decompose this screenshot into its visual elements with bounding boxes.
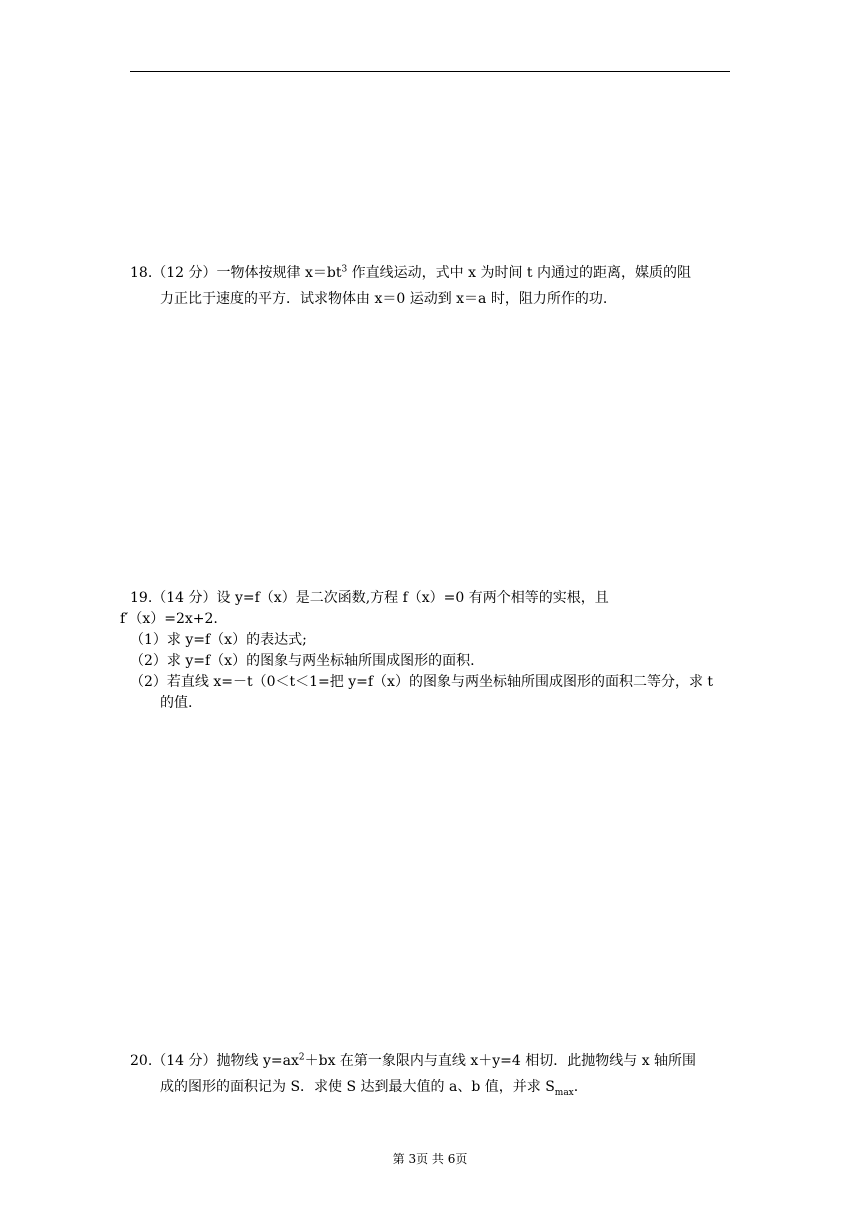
question-19-line-1: 19.（14 分）设 y=f（x）是二次函数,方程 f（x）=0 有两个相等的实根，且 [130, 590, 609, 606]
question-19-part-3-cont: 的值. [160, 695, 193, 711]
question-18-line-2: 力正比于速度的平方．试求物体由 x＝0 运动到 x＝a 时，阻力所作的功. [160, 291, 608, 307]
question-18 [130, 260, 750, 312]
question-19-part-3: （2）若直线 x=－t（0＜t＜1=把 y=f（x）的图象与两坐标轴所围成图形的面积二等分，求 t [130, 674, 714, 690]
question-19-line-2: f′（x）=2x+2. [120, 611, 218, 627]
page-footer: 第 3页 共 6页 [392, 1152, 468, 1166]
question-19 [120, 588, 750, 714]
question-20 [130, 1048, 750, 1100]
question-20-line-2: 成的图形的面积记为 S．求使 S 达到最大值的 a、b 值，并求 $S_{max}$. [160, 1079, 579, 1098]
question-20-line-1: 20.（14 分）抛物线 $y=ax^2+bx$ 在第一象限内与直线 x＋y=4 相切．此抛物线与 x 轴所围 [130, 1052, 697, 1069]
header-rule [130, 71, 730, 72]
question-19-part-2: （2）求 y=f（x）的图象与两坐标轴所围成图形的面积. [130, 653, 475, 669]
question-18-line-1: 18.（12 分）一物体按规律 $x=bt^3$ 作直线运动，式中 x 为时间 t 内通过的距离，媒质的阻 [130, 264, 691, 281]
question-19-part-1: （1）求 y=f（x）的表达式; [130, 632, 307, 648]
